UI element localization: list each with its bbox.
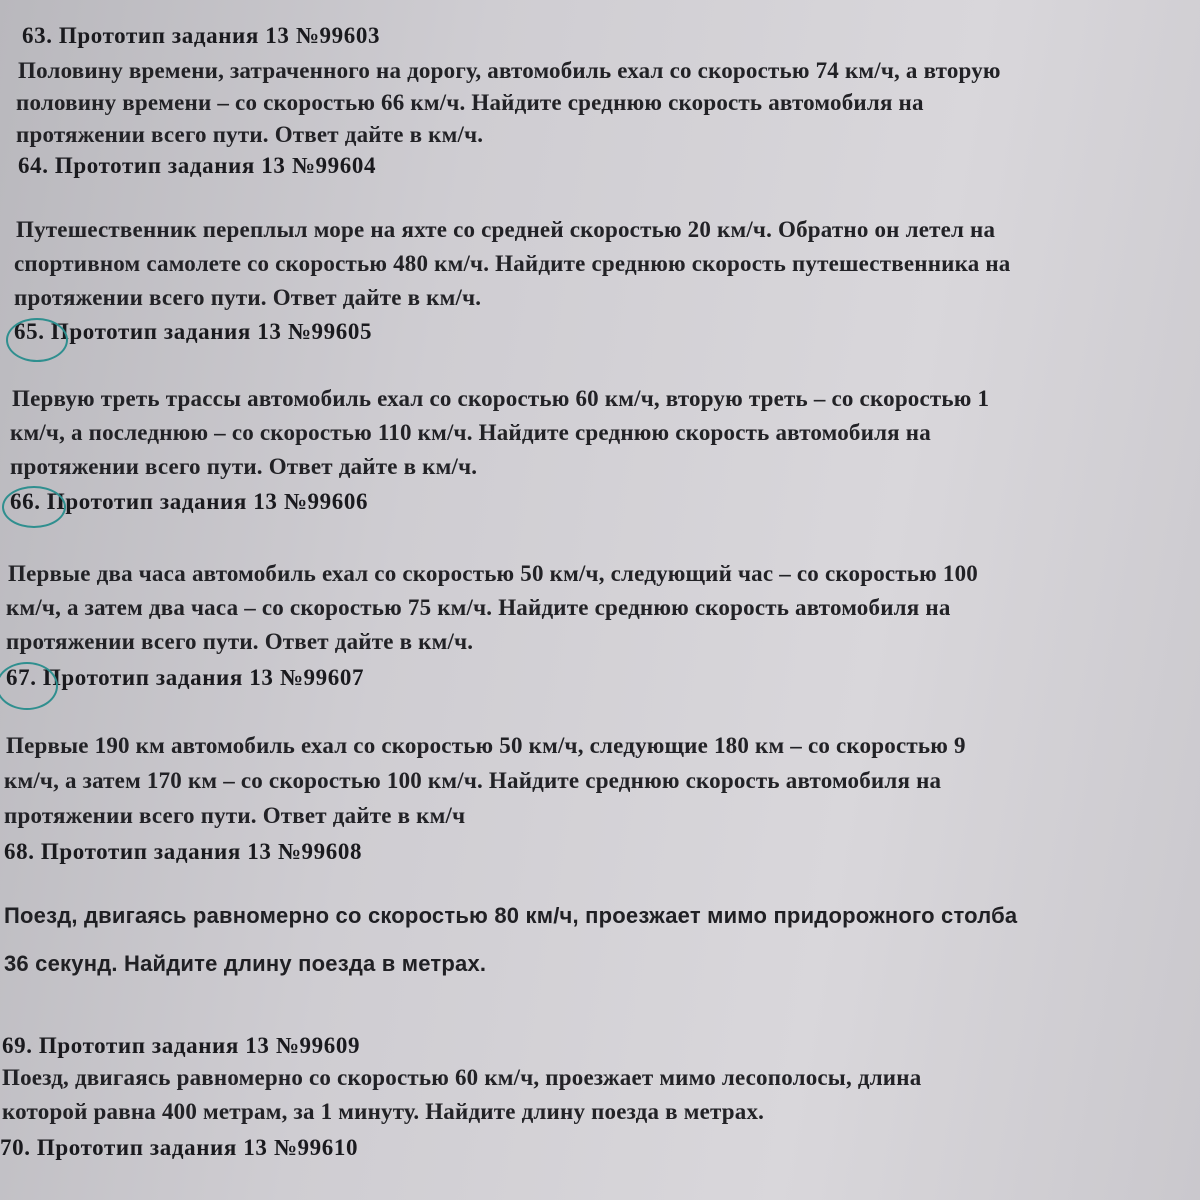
problem-63-text-line-2: половину времени – со скоростью 66 км/ч. Найдите среднюю скорость автомобиля на xyxy=(16,90,924,115)
problem-67-heading: 67. Прототип задания 13 №99607 xyxy=(6,665,365,690)
problem-68-text-line-2: 36 секунд. Найдите длину поезда в метрах. xyxy=(4,951,487,976)
problem-64-text-line-3: протяжении всего пути. Ответ дайте в км/ч. xyxy=(14,285,482,310)
problem-63-text-line-3: протяжении всего пути. Ответ дайте в км/ч. xyxy=(16,122,484,147)
problem-65-text-line-2: км/ч, а последнюю – со скоростью 110 км/ч. Найдите среднюю скорость автомобиля на xyxy=(10,420,931,445)
problem-69-text-line-1: Поезд, двигаясь равномерно со скоростью 60 км/ч, проезжает мимо лесополосы, длина xyxy=(2,1065,922,1090)
problem-66-text-line-3: протяжении всего пути. Ответ дайте в км/ч. xyxy=(6,629,474,654)
problem-70-heading: 70. Прототип задания 13 №99610 xyxy=(0,1135,359,1160)
problem-69-heading: 69. Прототип задания 13 №99609 xyxy=(2,1033,361,1058)
problem-69-text-line-2: которой равна 400 метрам, за 1 минуту. Найдите длину поезда в метрах. xyxy=(2,1099,765,1124)
problem-66-text-line-1: Первые два часа автомобиль ехал со скоростью 50 км/ч, следующий час – со скоростью 100 xyxy=(8,561,978,586)
problem-65-heading: 65. Прототип задания 13 №99605 xyxy=(14,319,373,344)
problem-63-heading: 63. Прототип задания 13 №99603 xyxy=(22,23,381,48)
problem-66-heading: 66. Прототип задания 13 №99606 xyxy=(10,489,369,514)
problem-65-text-line-3: протяжении всего пути. Ответ дайте в км/ч. xyxy=(10,454,478,479)
problem-66-text-line-2: км/ч, а затем два часа – со скоростью 75 км/ч. Найдите среднюю скорость автомобиля на xyxy=(6,595,951,620)
problem-67-text-line-3: протяжении всего пути. Ответ дайте в км/ч xyxy=(4,803,466,828)
problem-67-text-line-1: Первые 190 км автомобиль ехал со скоростью 50 км/ч, следующие 180 км – со скоростью 9 xyxy=(6,733,966,758)
problem-65-text-line-1: Первую треть трассы автомобиль ехал со скоростью 60 км/ч, вторую треть – со скоростью 1 xyxy=(12,386,990,411)
problem-64-text-line-2: спортивном самолете со скоростью 480 км/ч. Найдите среднюю скорость путешественника на xyxy=(14,251,1011,276)
problem-67-text-line-2: км/ч, а затем 170 км – со скоростью 100 км/ч. Найдите среднюю скорость автомобиля на xyxy=(4,768,942,793)
problem-64-text-line-1: Путешественник переплыл море на яхте со средней скоростью 20 км/ч. Обратно он летел на xyxy=(16,217,996,242)
problem-64-heading: 64. Прототип задания 13 №99604 xyxy=(18,153,377,178)
problem-63-text-line-1: Половину времени, затраченного на дорогу, автомобиль ехал со скоростью 74 км/ч, а вторую xyxy=(18,58,1001,83)
problem-68-text-line-1: Поезд, двигаясь равномерно со скоростью 80 км/ч, проезжает мимо придорожного столба xyxy=(4,903,1018,928)
problem-68-heading: 68. Прототип задания 13 №99608 xyxy=(4,839,363,864)
